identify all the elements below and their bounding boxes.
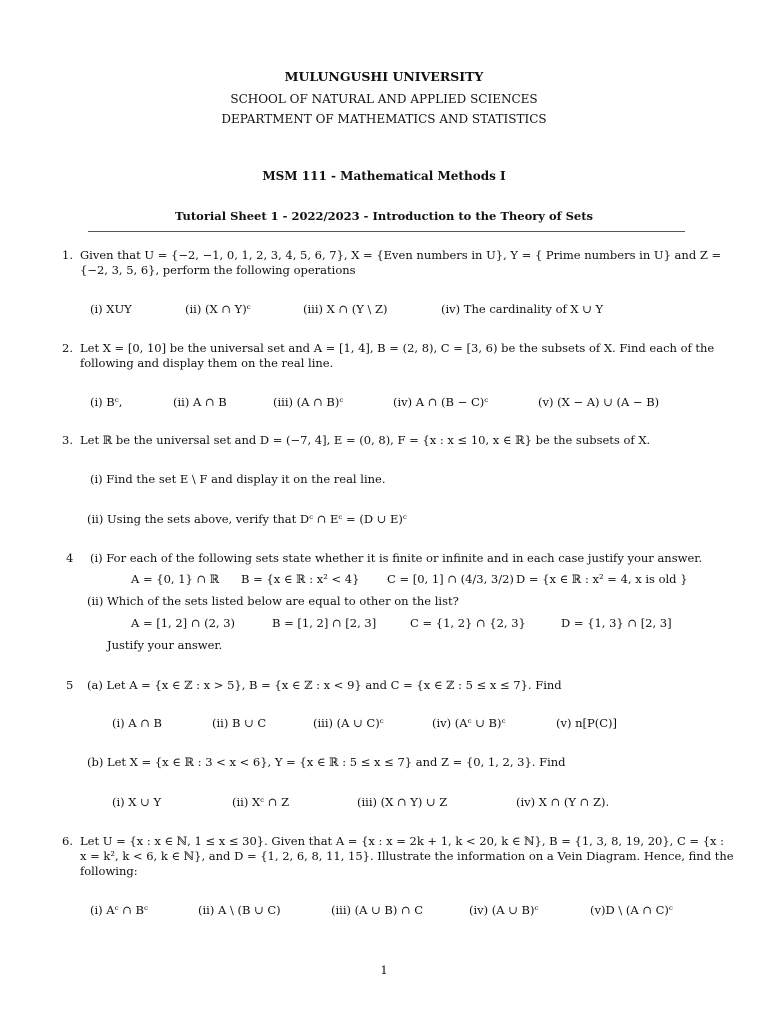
- question-6-option-i: (i) Aᶜ ∩ Bᶜ: [90, 903, 148, 917]
- question-1-text-line2: {−2, 3, 5, 6}, perform the following operations: [80, 263, 356, 277]
- question-4-part-i: (i) For each of the following sets state whether it is finite or infinite and in each case justify your answer.: [90, 551, 703, 565]
- question-1-option-iii: (iii) X ∩ (Y \ Z): [303, 302, 388, 316]
- question-2-option-ii: (ii) A ∩ B: [173, 395, 227, 409]
- question-1-number: 1.: [62, 248, 73, 262]
- question-6-text-line1: Let U = {x : x ∈ ℕ, 1 ≤ x ≤ 30}. Given that A = {x : x = 2k + 1, k < 20, k ∈ ℕ}, B = {1, 3, 8, 19, 20}, C = {x :: [80, 834, 725, 848]
- question-6-option-iv: (iv) (A ∪ B)ᶜ: [469, 903, 539, 917]
- question-3-text: Let ℝ be the universal set and D = (−7, 4], E = (0, 8), F = {x : x ≤ 10, x ∈ ℝ} be the subsets of X.: [80, 433, 651, 447]
- university-name: MULUNGUSHI UNIVERSITY: [284, 69, 484, 84]
- question-4-set-c2: C = {1, 2} ∩ {2, 3}: [410, 616, 526, 630]
- question-4-set-b2: B = [1, 2] ∩ [2, 3]: [272, 616, 377, 630]
- question-3-number: 3.: [62, 433, 73, 447]
- question-5a-option-v: (v) n[P(C)]: [556, 716, 618, 730]
- question-6-text-line3: following:: [80, 864, 138, 878]
- question-2-text-line1: Let X = [0, 10] be the universal set and A = [1, 4], B = (2, 8), C = [3, 6) be the subsets of X. Find each of the: [80, 341, 715, 355]
- question-5b-option-i: (i) X ∪ Y: [112, 795, 162, 809]
- department-name: DEPARTMENT OF MATHEMATICS AND STATISTICS: [221, 112, 547, 126]
- question-6-option-iii: (iii) (A ∪ B) ∩ C: [331, 903, 424, 917]
- question-1-option-i: (i) XUY: [90, 302, 132, 316]
- question-2-option-v: (v) (X − A) ∪ (A − B): [538, 395, 660, 409]
- question-3-part-ii: (ii) Using the sets above, verify that Dᶜ ∩ Eᶜ = (D ∪ E)ᶜ: [87, 512, 407, 526]
- course-title: MSM 111 - Mathematical Methods I: [262, 169, 506, 183]
- question-5-number: 5: [66, 678, 74, 692]
- question-5a-option-iii: (iii) (A ∪ C)ᶜ: [313, 716, 384, 730]
- question-1-option-iv: (iv) The cardinality of X ∪ Y: [441, 302, 604, 316]
- question-4-set-a: A = {0, 1} ∩ ℝ: [131, 572, 220, 586]
- question-5-part-a: (a) Let A = {x ∈ ℤ : x > 5}, B = {x ∈ ℤ : x < 9} and C = {x ∈ ℤ : 5 ≤ x ≤ 7}. Find: [87, 678, 562, 692]
- title-rule: [88, 231, 685, 232]
- question-6-option-v: (v)D \ (A ∩ C)ᶜ: [590, 903, 673, 917]
- question-4-set-c: C = [0, 1] ∩ (4/3, 3/2): [387, 572, 514, 586]
- sheet-title: Tutorial Sheet 1 - 2022/2023 - Introduction to the Theory of Sets: [174, 209, 594, 223]
- question-2-text-line2: following and display them on the real line.: [80, 356, 334, 370]
- question-6-option-ii: (ii) A \ (B ∪ C): [198, 903, 281, 917]
- question-4-set-a2: A = [1, 2] ∩ (2, 3): [131, 616, 236, 630]
- question-4-justify: Justify your answer.: [107, 638, 223, 652]
- question-5-part-b: (b) Let X = {x ∈ ℝ : 3 < x < 6}, Y = {x ∈ ℝ : 5 ≤ x ≤ 7} and Z = {0, 1, 2, 3}. Find: [87, 755, 566, 769]
- question-5a-option-i: (i) A ∩ B: [112, 716, 163, 730]
- question-3-part-i: (i) Find the set E \ F and display it on the real line.: [90, 472, 386, 486]
- question-5b-option-iii: (iii) (X ∩ Y) ∪ Z: [357, 795, 448, 809]
- page-number: 1: [380, 963, 388, 977]
- question-4-part-ii: (ii) Which of the sets listed below are equal to other on the list?: [87, 594, 459, 608]
- school-name: SCHOOL OF NATURAL AND APPLIED SCIENCES: [230, 92, 538, 106]
- question-2-option-i: (i) Bᶜ,: [90, 395, 123, 409]
- question-5b-option-ii: (ii) Xᶜ ∩ Z: [232, 795, 290, 809]
- question-6-number: 6.: [62, 834, 73, 848]
- question-2-number: 2.: [62, 341, 73, 355]
- question-4-number: 4: [66, 551, 74, 565]
- question-4-set-d: D = {x ∈ ℝ : x² = 4, x is old }: [516, 572, 688, 586]
- question-5b-option-iv: (iv) X ∩ (Y ∩ Z).: [516, 795, 610, 809]
- question-4-set-d2: D = {1, 3} ∩ [2, 3]: [561, 616, 672, 630]
- question-1-text-line1: Given that U = {−2, −1, 0, 1, 2, 3, 4, 5, 6, 7}, X = {Even numbers in U}, Y = { Prime numbers in U} and Z =: [80, 248, 722, 262]
- question-1-option-ii: (ii) (X ∩ Y)ᶜ: [185, 302, 251, 316]
- question-2-option-iii: (iii) (A ∩ B)ᶜ: [273, 395, 344, 409]
- question-5a-option-iv: (iv) (Aᶜ ∪ B)ᶜ: [432, 716, 506, 730]
- question-6-text-line2: x = k², k < 6, k ∈ ℕ}, and D = {1, 2, 6, 8, 11, 15}. Illustrate the information on a Vein Diagram. Hence, find the: [80, 849, 734, 863]
- question-2-option-iv: (iv) A ∩ (B − C)ᶜ: [393, 395, 489, 409]
- question-4-set-b: B = {x ∈ ℝ : x² < 4}: [241, 572, 360, 586]
- question-5a-option-ii: (ii) B ∪ C: [212, 716, 267, 730]
